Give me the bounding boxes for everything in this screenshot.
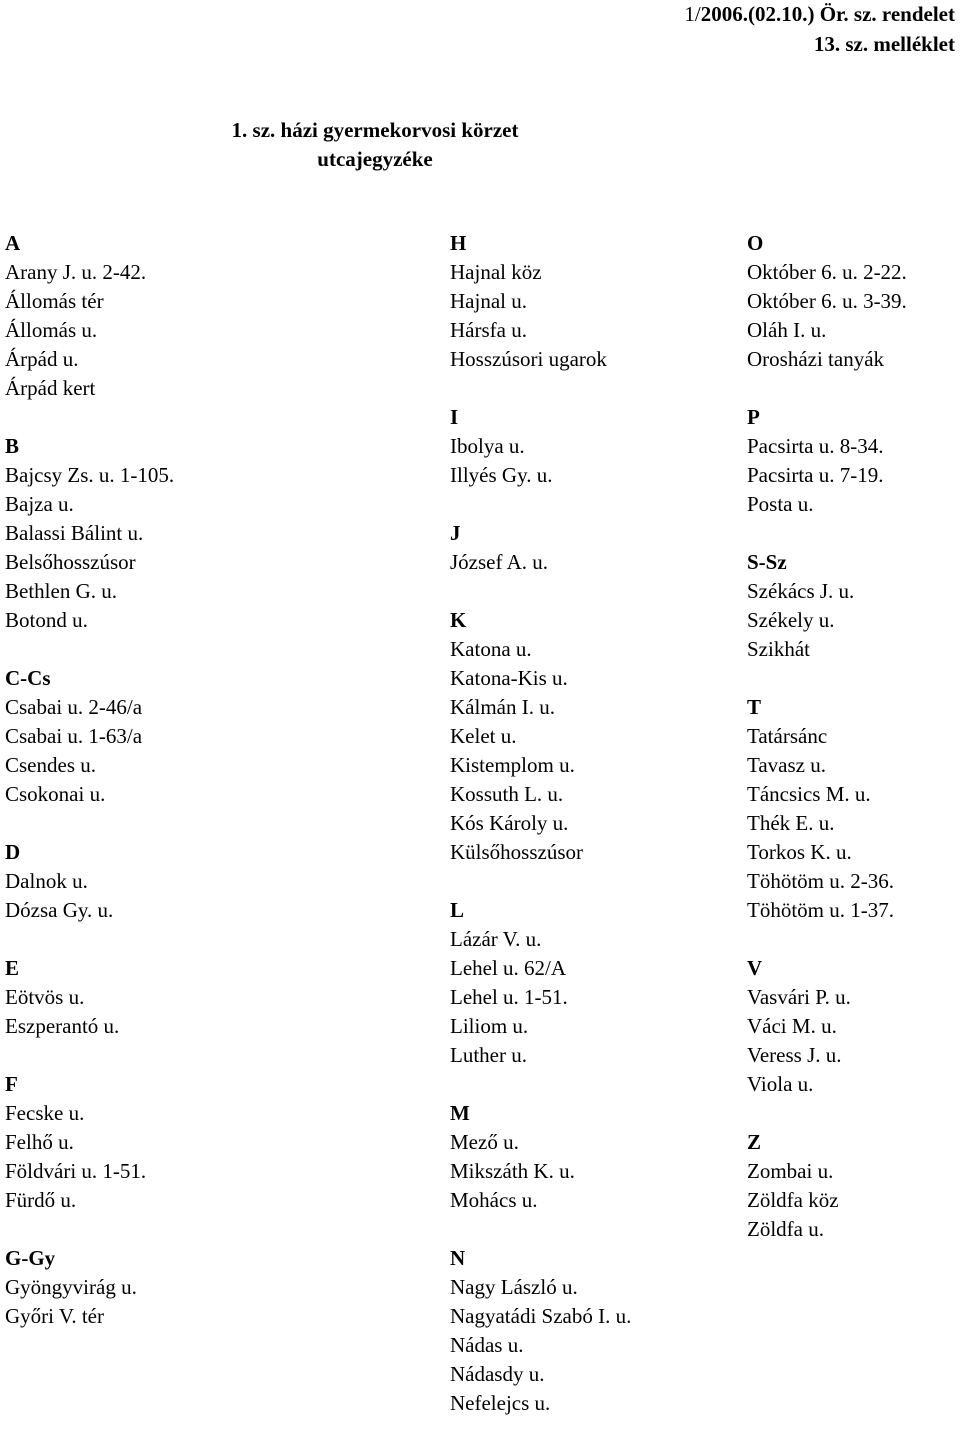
letter-group bbox=[5, 229, 425, 403]
street-column-3 bbox=[747, 229, 957, 1273]
letter-group bbox=[5, 432, 425, 635]
letter-heading: H bbox=[450, 231, 467, 255]
street-name: Nádas u. bbox=[450, 1333, 524, 1357]
street-name: Ibolya u. bbox=[450, 434, 525, 458]
letter-group bbox=[450, 606, 740, 867]
street-name: Kistemplom u. bbox=[450, 753, 575, 777]
street-name: Állomás u. bbox=[5, 318, 98, 342]
street-name: Mező u. bbox=[450, 1130, 519, 1154]
street-name: Kelet u. bbox=[450, 724, 517, 748]
street-name: Hajnal köz bbox=[450, 260, 542, 284]
street-name: Nagyatádi Szabó I. u. bbox=[450, 1304, 632, 1328]
street-name: Nagy László u. bbox=[450, 1275, 578, 1299]
street-name: Bethlen G. u. bbox=[5, 579, 117, 603]
letter-group bbox=[747, 693, 957, 925]
street-name: Pacsirta u. 8-34. bbox=[747, 434, 884, 458]
street-name: Csendes u. bbox=[5, 753, 96, 777]
street-name: Bajcsy Zs. u. 1-105. bbox=[5, 463, 175, 487]
street-name: Kós Károly u. bbox=[450, 811, 569, 835]
street-name: Hársfa u. bbox=[450, 318, 527, 342]
letter-group bbox=[450, 1244, 740, 1418]
street-name: Csokonai u. bbox=[5, 782, 106, 806]
letter-heading: Z bbox=[747, 1130, 762, 1154]
letter-group bbox=[5, 1070, 425, 1215]
street-name: Posta u. bbox=[747, 492, 814, 516]
letter-heading: J bbox=[450, 521, 461, 545]
letter-heading: V bbox=[747, 956, 763, 980]
letter-group bbox=[450, 1099, 740, 1215]
letter-heading: K bbox=[450, 608, 467, 632]
letter-group bbox=[747, 548, 957, 664]
street-name: Kossuth L. u. bbox=[450, 782, 564, 806]
street-name: Gyöngyvirág u. bbox=[5, 1275, 137, 1299]
street-name: Állomás tér bbox=[5, 289, 104, 313]
street-name: Lehel u. 1-51. bbox=[450, 985, 568, 1009]
street-name: Veress J. u. bbox=[747, 1043, 842, 1067]
document-title: 1. sz. házi gyermekorvosi körzet bbox=[231, 118, 519, 142]
street-name: Zöldfa köz bbox=[747, 1188, 839, 1212]
street-name: Balassi Bálint u. bbox=[5, 521, 144, 545]
street-name: Külsőhosszúsor bbox=[450, 840, 584, 864]
street-name: Október 6. u. 2-22. bbox=[747, 260, 907, 284]
decree-reference-number: 2006.(02.10.) Ör. sz. rendelet bbox=[700, 2, 955, 26]
decree-reference bbox=[0, 0, 955, 29]
street-name: Mikszáth K. u. bbox=[450, 1159, 575, 1183]
street-name: Táncsics M. u. bbox=[747, 782, 871, 806]
street-name: Töhötöm u. 2-36. bbox=[747, 869, 894, 893]
letter-heading: F bbox=[5, 1072, 18, 1096]
letter-group bbox=[5, 838, 425, 925]
letter-group bbox=[450, 229, 740, 374]
document-subtitle: utcajegyzéke bbox=[317, 147, 433, 171]
street-name: Luther u. bbox=[450, 1043, 527, 1067]
street-name: Dózsa Gy. u. bbox=[5, 898, 114, 922]
letter-heading: A bbox=[5, 231, 21, 255]
street-name: Hajnal u. bbox=[450, 289, 527, 313]
letter-heading: M bbox=[450, 1101, 470, 1125]
street-name: Győri V. tér bbox=[5, 1304, 104, 1328]
street-name: Botond u. bbox=[5, 608, 88, 632]
street-name: Katona u. bbox=[450, 637, 532, 661]
letter-heading: S-Sz bbox=[747, 550, 787, 574]
street-name: Arany J. u. 2-42. bbox=[5, 260, 147, 284]
annex-number: 13. sz. melléklet bbox=[813, 32, 955, 56]
letter-heading: B bbox=[5, 434, 20, 458]
street-name: Zöldfa u. bbox=[747, 1217, 824, 1241]
street-name: Mohács u. bbox=[450, 1188, 538, 1212]
street-name: Árpád kert bbox=[5, 376, 96, 400]
street-name: Orosházi tanyák bbox=[747, 347, 885, 371]
letter-heading: T bbox=[747, 695, 762, 719]
street-name: Eszperantó u. bbox=[5, 1014, 120, 1038]
letter-group bbox=[5, 1244, 425, 1331]
letter-heading: L bbox=[450, 898, 465, 922]
letter-group bbox=[450, 403, 740, 490]
letter-group bbox=[747, 229, 957, 374]
street-name: Székács J. u. bbox=[747, 579, 855, 603]
street-column-2 bbox=[450, 229, 740, 1447]
street-name: József A. u. bbox=[450, 550, 548, 574]
street-name: Október 6. u. 3-39. bbox=[747, 289, 907, 313]
street-name: Csabai u. 2-46/a bbox=[5, 695, 143, 719]
street-name: Fecske u. bbox=[5, 1101, 85, 1125]
letter-group bbox=[747, 1128, 957, 1244]
letter-group bbox=[450, 896, 740, 1070]
street-name: Fürdő u. bbox=[5, 1188, 77, 1212]
street-name: Töhötöm u. 1-37. bbox=[747, 898, 894, 922]
street-name: Lehel u. 62/A bbox=[450, 956, 567, 980]
street-name: Szikhát bbox=[747, 637, 810, 661]
street-name: Pacsirta u. 7-19. bbox=[747, 463, 884, 487]
street-name: Torkos K. u. bbox=[747, 840, 852, 864]
street-name: Dalnok u. bbox=[5, 869, 88, 893]
street-name: Székely u. bbox=[747, 608, 835, 632]
street-name: Eötvös u. bbox=[5, 985, 85, 1009]
letter-heading: O bbox=[747, 231, 764, 255]
street-name: Oláh I. u. bbox=[747, 318, 827, 342]
street-name: Csabai u. 1-63/a bbox=[5, 724, 143, 748]
street-name: Kálmán I. u. bbox=[450, 695, 555, 719]
street-name: Vasvári P. u. bbox=[747, 985, 851, 1009]
letter-heading: D bbox=[5, 840, 21, 864]
street-name: Thék E. u. bbox=[747, 811, 835, 835]
street-name: Tavasz u. bbox=[747, 753, 826, 777]
street-name: Váci M. u. bbox=[747, 1014, 837, 1038]
street-name: Lázár V. u. bbox=[450, 927, 542, 951]
street-name: Hosszúsori ugarok bbox=[450, 347, 607, 371]
letter-group bbox=[747, 403, 957, 519]
street-name: Bajza u. bbox=[5, 492, 74, 516]
street-name: Felhő u. bbox=[5, 1130, 74, 1154]
street-name: Illyés Gy. u. bbox=[450, 463, 553, 487]
street-column-1 bbox=[5, 229, 425, 1360]
letter-group bbox=[747, 954, 957, 1099]
letter-heading: G-Gy bbox=[5, 1246, 56, 1270]
letter-heading: E bbox=[5, 956, 20, 980]
letter-group bbox=[450, 519, 740, 577]
letter-heading: P bbox=[747, 405, 760, 429]
street-name: Liliom u. bbox=[450, 1014, 529, 1038]
street-name: Zombai u. bbox=[747, 1159, 834, 1183]
letter-heading: N bbox=[450, 1246, 466, 1270]
street-name: Viola u. bbox=[747, 1072, 814, 1096]
street-name: Nádasdy u. bbox=[450, 1362, 545, 1386]
letter-group bbox=[5, 664, 425, 809]
letter-heading: I bbox=[450, 405, 459, 429]
letter-heading: C-Cs bbox=[5, 666, 51, 690]
street-name: Nefelejcs u. bbox=[450, 1391, 551, 1415]
street-name: Katona-Kis u. bbox=[450, 666, 568, 690]
street-name: Belsőhosszúsor bbox=[5, 550, 136, 574]
street-name: Földvári u. 1-51. bbox=[5, 1159, 147, 1183]
letter-group bbox=[5, 954, 425, 1041]
street-name: Tatársánc bbox=[747, 724, 828, 748]
street-name: Árpád u. bbox=[5, 347, 79, 371]
decree-reference-prefix: 1/ bbox=[684, 2, 701, 26]
